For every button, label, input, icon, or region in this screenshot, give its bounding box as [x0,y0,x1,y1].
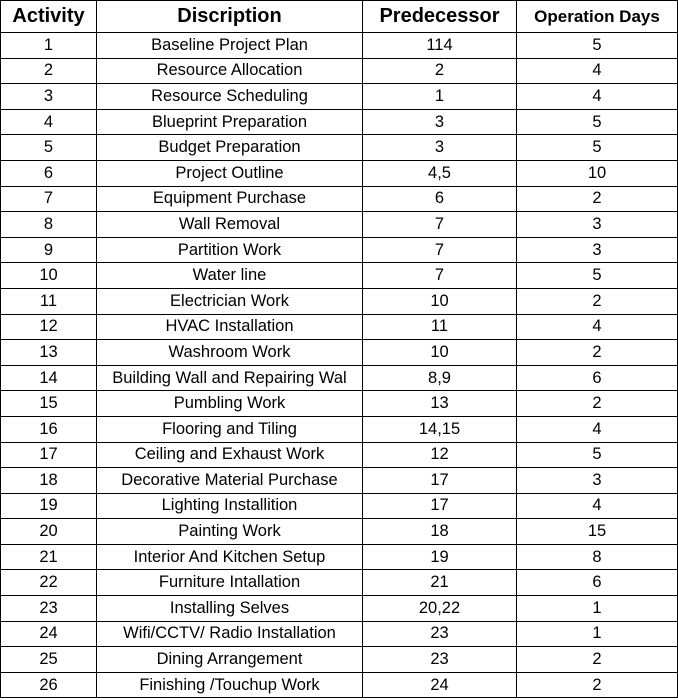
table-row [1,109,678,135]
operation-days-cell: 2 [517,288,678,314]
predecessor-cell: 10 [363,340,517,366]
operation-days-cell: 4 [517,84,678,110]
activity-cell: 18 [1,468,97,494]
operation-days-cell: 1 [517,621,678,647]
activity-cell: 19 [1,493,97,519]
predecessor-cell: 1 [363,84,517,110]
description-cell: Resource Allocation [97,58,363,84]
description-cell: Project Outline [97,160,363,186]
operation-days-cell: 5 [517,135,678,161]
predecessor-cell: 8,9 [363,365,517,391]
description-cell: Ceiling and Exhaust Work [97,442,363,468]
activity-cell: 5 [1,135,97,161]
activity-cell: 25 [1,647,97,673]
description-cell: Furniture Intallation [97,570,363,596]
predecessor-cell: 3 [363,135,517,161]
operation-days-cell: 4 [517,58,678,84]
operation-days-cell: 4 [517,314,678,340]
table-row [1,596,678,622]
operation-days-cell: 5 [517,33,678,59]
activity-cell: 6 [1,160,97,186]
predecessor-cell: 6 [363,186,517,212]
predecessor-cell: 20,22 [363,596,517,622]
operation-days-cell: 2 [517,186,678,212]
predecessor-cell: 7 [363,263,517,289]
table-row [1,570,678,596]
activity-cell: 22 [1,570,97,596]
table-row [1,33,678,59]
table-row [1,288,678,314]
header-row [1,1,678,33]
description-cell: Finishing /Touchup Work [97,672,363,698]
activity-cell: 16 [1,416,97,442]
predecessor-cell: 14,15 [363,416,517,442]
operation-days-cell: 2 [517,672,678,698]
description-cell: Resource Scheduling [97,84,363,110]
predecessor-cell: 24 [363,672,517,698]
predecessor-cell: 4,5 [363,160,517,186]
description-cell: Dining Arrangement [97,647,363,673]
predecessor-cell: 2 [363,58,517,84]
description-cell: Building Wall and Repairing Wal [97,365,363,391]
table-row [1,263,678,289]
operation-days-cell: 4 [517,493,678,519]
table-row [1,212,678,238]
table-row [1,493,678,519]
operation-days-cell: 5 [517,263,678,289]
description-cell: Decorative Material Purchase [97,468,363,494]
operation-days-cell: 5 [517,442,678,468]
table-row [1,135,678,161]
table-row [1,314,678,340]
operation-days-cell: 2 [517,647,678,673]
table-row [1,647,678,673]
operation-days-cell: 3 [517,237,678,263]
description-cell: Water line [97,263,363,289]
description-cell: Interior And Kitchen Setup [97,544,363,570]
description-cell: Washroom Work [97,340,363,366]
predecessor-cell: 12 [363,442,517,468]
description-cell: Budget Preparation [97,135,363,161]
header-description: Discription [97,1,363,33]
table-row [1,237,678,263]
activity-cell: 7 [1,186,97,212]
table-row [1,391,678,417]
description-cell: HVAC Installation [97,314,363,340]
activity-cell: 23 [1,596,97,622]
header-operation-days: Operation Days [517,1,678,33]
operation-days-cell: 1 [517,596,678,622]
predecessor-cell: 23 [363,621,517,647]
predecessor-cell: 19 [363,544,517,570]
table-row [1,58,678,84]
operation-days-cell: 4 [517,416,678,442]
predecessor-cell: 7 [363,212,517,238]
activity-cell: 17 [1,442,97,468]
activity-cell: 20 [1,519,97,545]
predecessor-cell: 17 [363,493,517,519]
activity-cell: 2 [1,58,97,84]
description-cell: Partition Work [97,237,363,263]
operation-days-cell: 10 [517,160,678,186]
operation-days-cell: 3 [517,468,678,494]
description-cell: Wall Removal [97,212,363,238]
predecessor-cell: 7 [363,237,517,263]
table-row [1,84,678,110]
activity-cell: 10 [1,263,97,289]
predecessor-cell: 11 [363,314,517,340]
activity-cell: 3 [1,84,97,110]
description-cell: Lighting Installition [97,493,363,519]
operation-days-cell: 2 [517,340,678,366]
activity-cell: 8 [1,212,97,238]
operation-days-cell: 15 [517,519,678,545]
table-row [1,544,678,570]
operation-days-cell: 6 [517,570,678,596]
operation-days-cell: 8 [517,544,678,570]
table-body [1,33,678,698]
operation-days-cell: 6 [517,365,678,391]
table-row [1,621,678,647]
predecessor-cell: 10 [363,288,517,314]
predecessor-cell: 17 [363,468,517,494]
predecessor-cell: 114 [363,33,517,59]
predecessor-cell: 23 [363,647,517,673]
table-row [1,672,678,698]
description-cell: Painting Work [97,519,363,545]
predecessor-cell: 18 [363,519,517,545]
header-activity: Activity [1,1,97,33]
description-cell: Electrician Work [97,288,363,314]
activity-cell: 9 [1,237,97,263]
activity-cell: 12 [1,314,97,340]
description-cell: Wifi/CCTV/ Radio Installation [97,621,363,647]
activity-cell: 15 [1,391,97,417]
table-row [1,160,678,186]
header-predecessor: Predecessor [363,1,517,33]
activity-cell: 14 [1,365,97,391]
table-row [1,519,678,545]
activity-cell: 1 [1,33,97,59]
table-row [1,340,678,366]
description-cell: Baseline Project Plan [97,33,363,59]
table-row [1,416,678,442]
description-cell: Pumbling Work [97,391,363,417]
table-row [1,365,678,391]
activity-cell: 13 [1,340,97,366]
predecessor-cell: 13 [363,391,517,417]
description-cell: Blueprint Preparation [97,109,363,135]
table-row [1,468,678,494]
operation-days-cell: 5 [517,109,678,135]
operation-days-cell: 2 [517,391,678,417]
description-cell: Equipment Purchase [97,186,363,212]
description-cell: Flooring and Tiling [97,416,363,442]
activity-cell: 11 [1,288,97,314]
activity-cell: 26 [1,672,97,698]
predecessor-cell: 21 [363,570,517,596]
operation-days-cell: 3 [517,212,678,238]
table-row [1,442,678,468]
activity-cell: 24 [1,621,97,647]
predecessor-cell: 3 [363,109,517,135]
table-row [1,186,678,212]
description-cell: Installing Selves [97,596,363,622]
activity-cell: 4 [1,109,97,135]
activity-cell: 21 [1,544,97,570]
